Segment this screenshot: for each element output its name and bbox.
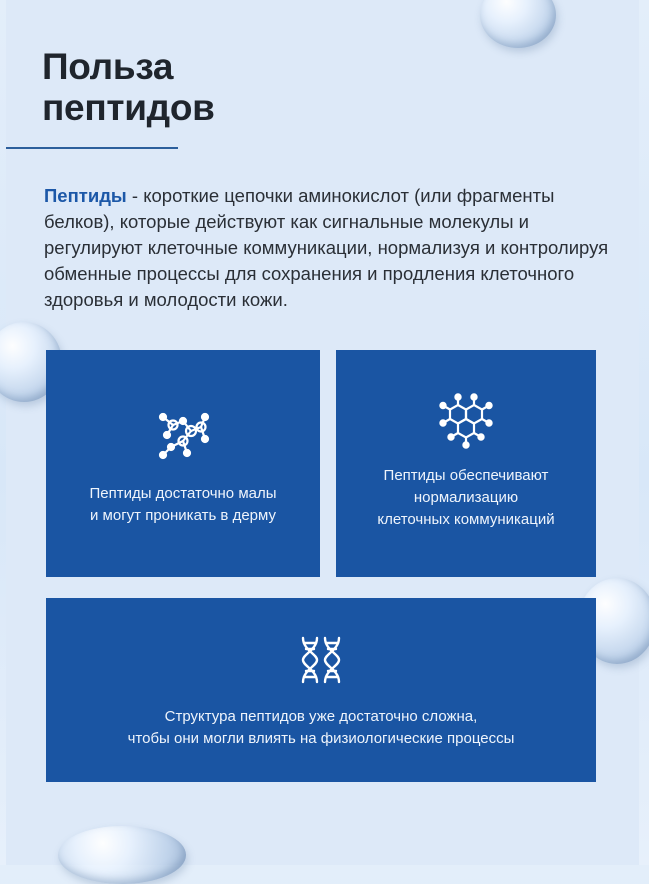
card-text-line: клеточных коммуникаций (377, 510, 555, 528)
benefit-card-normalization (336, 350, 596, 577)
benefit-card-structure (46, 598, 596, 782)
title-line-1: Польза (42, 46, 174, 87)
title-divider (6, 147, 178, 149)
intro-highlight: Пептиды (44, 185, 127, 206)
title-line-2: пептидов (42, 87, 215, 128)
molecule-chain-icon (153, 405, 213, 465)
benefit-card-penetration (46, 350, 320, 577)
card-text-line: Структура пептидов уже достаточно сложна, (164, 708, 478, 725)
card-text-line: Пептиды обеспечивают (383, 466, 549, 484)
card-text (377, 465, 554, 531)
water-drop-bottom (58, 826, 186, 884)
intro-text: - короткие цепочки аминокислот (или фрагменты белков), которые действуют как сигнальные молекулы и регулируют клеточные коммуникации, нормализуя и контролируя обменные процессы для сохранения и продления клеточного здоровья и молодости кожи. (44, 185, 609, 310)
card-text (128, 706, 515, 750)
hexagon-molecule-icon (436, 391, 496, 451)
page-title (42, 46, 215, 128)
dna-icon (295, 634, 347, 686)
card-text-line: нормализацию (413, 488, 519, 506)
intro-paragraph (44, 183, 614, 313)
card-text-line: Пептиды достаточно малы (89, 484, 277, 502)
card-text-line: чтобы они могли влиять на физиологические процессы (127, 730, 515, 747)
card-text (89, 483, 276, 527)
card-text-line: и могут проникать в дерму (90, 506, 276, 524)
